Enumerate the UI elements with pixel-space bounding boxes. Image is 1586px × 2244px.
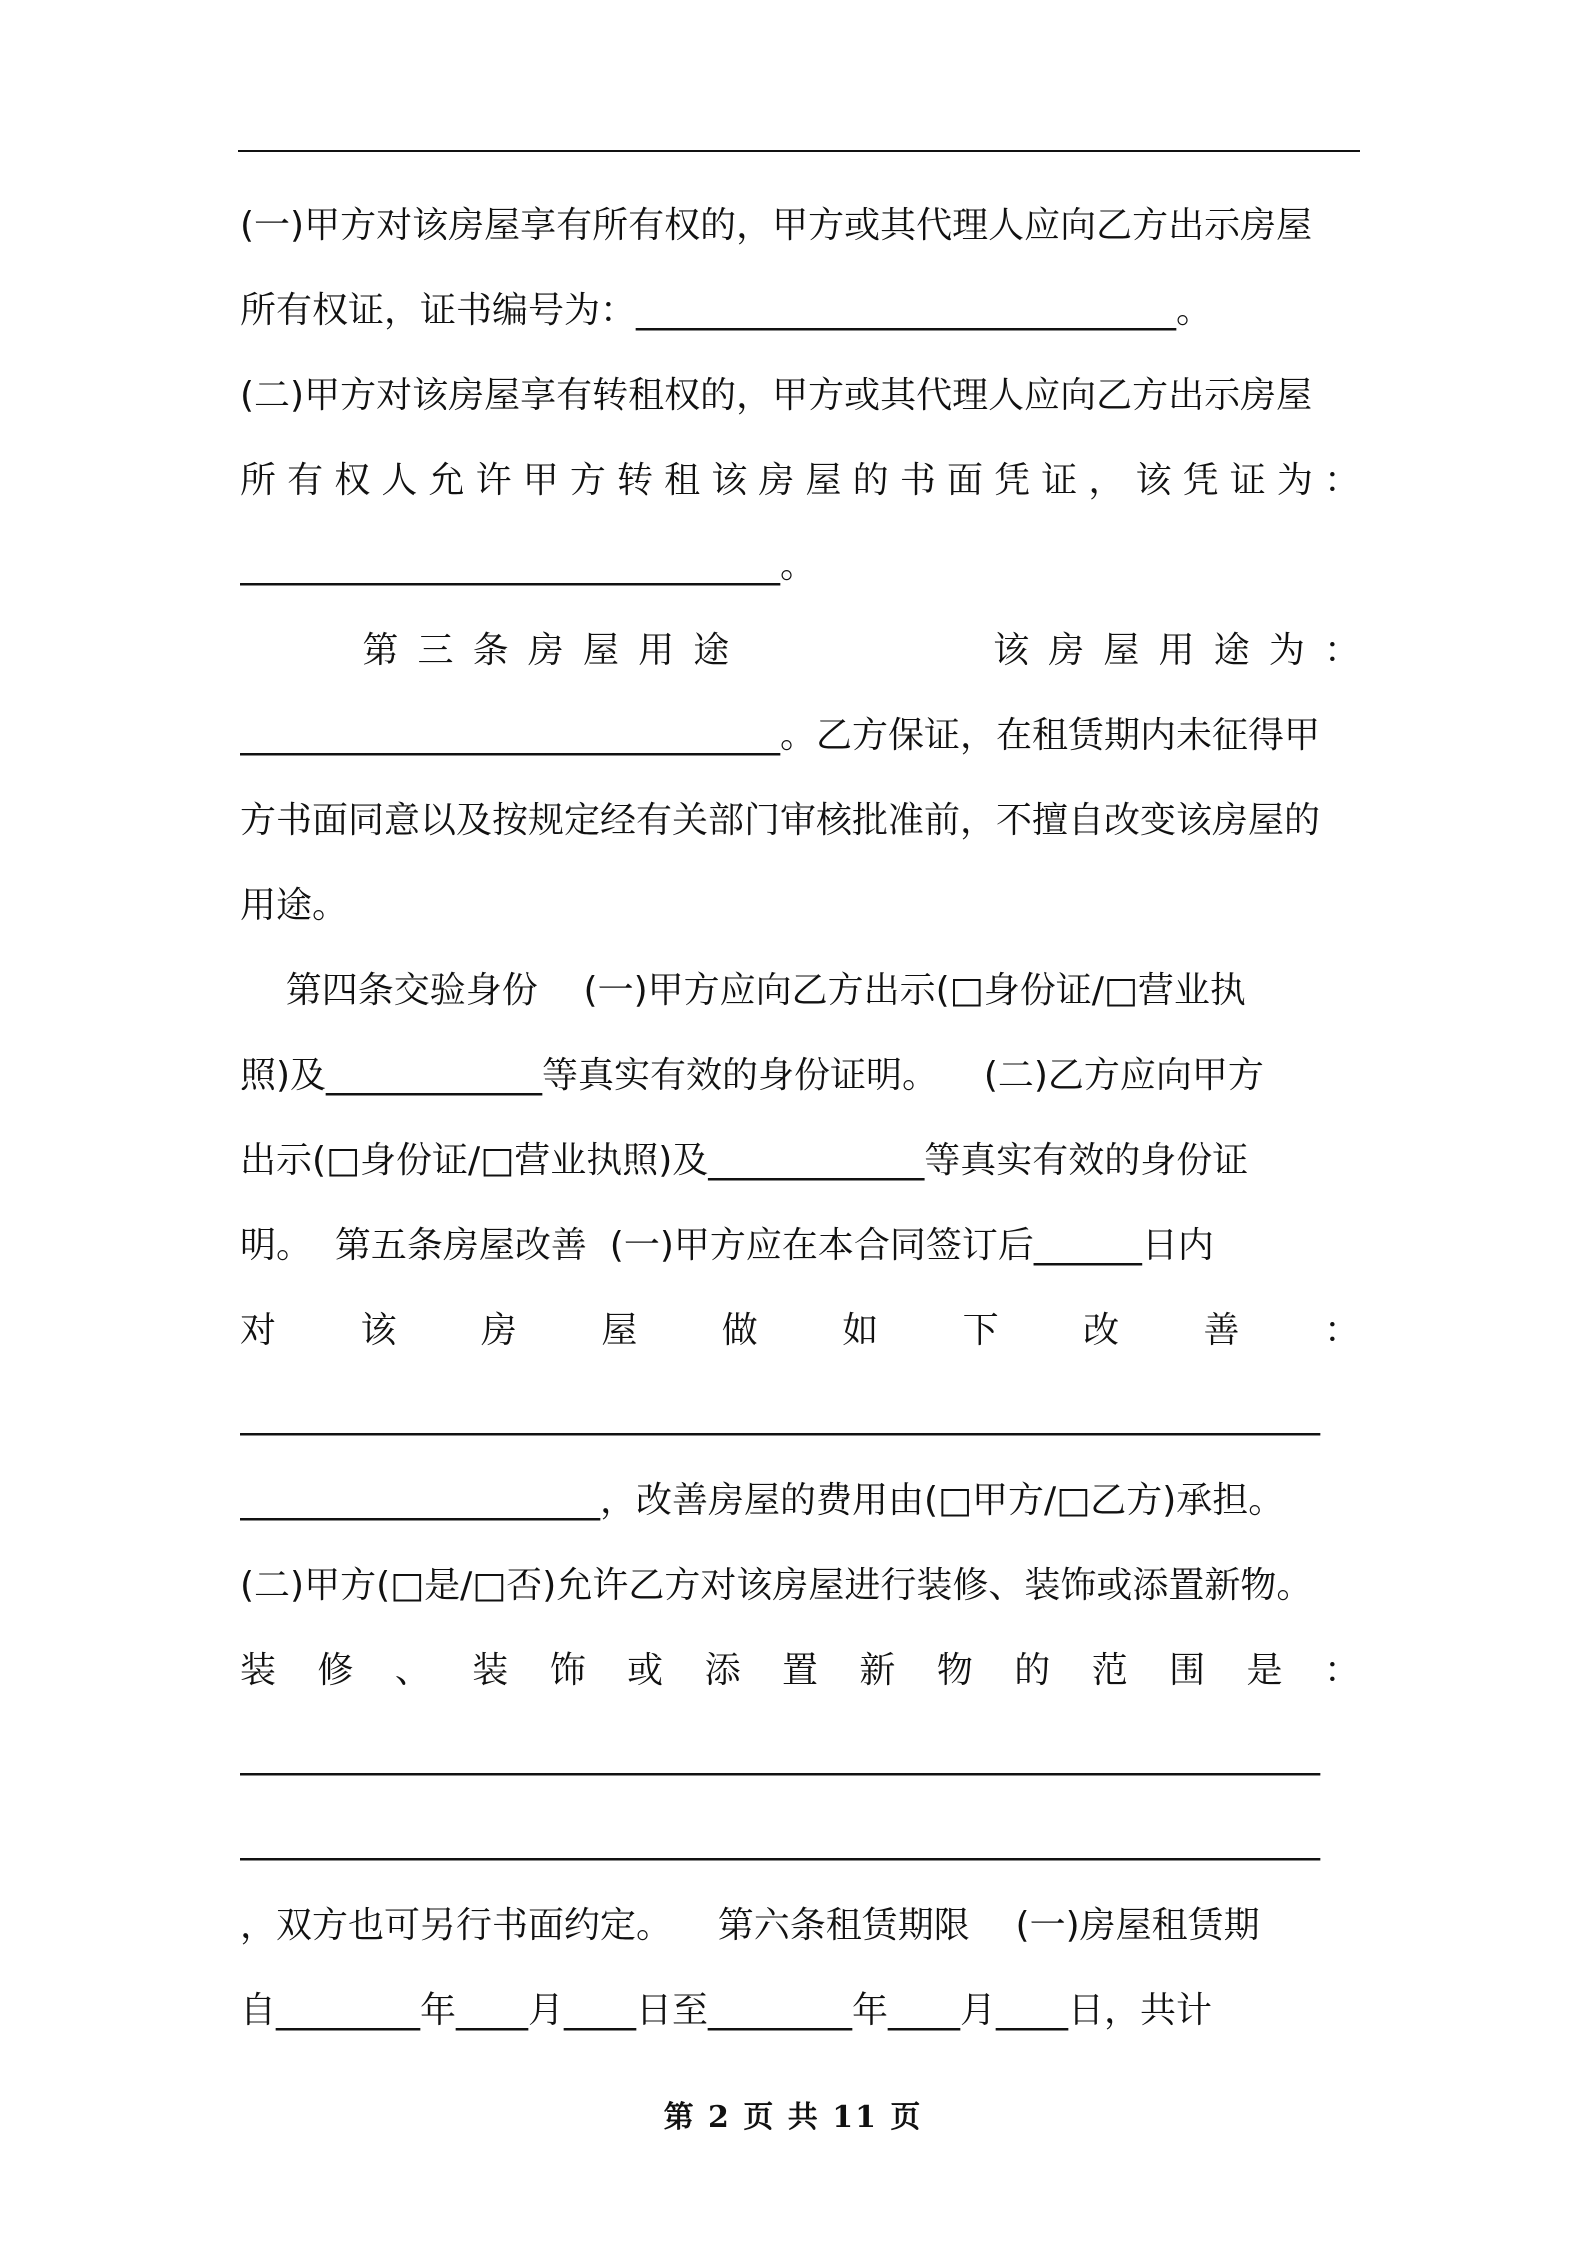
text-line-11: 照)及____________等真实有效的身份证明。 (二)乙方应向甲方 [240,1055,1264,1096]
text-line-7: ______________________________。乙方保证，在租赁期内未征得甲 [240,715,1321,756]
text-line-14: 对该房屋做如下改善： [240,1310,1360,1351]
text-line-22: 自________年____月____日至________年____月____日，共计 [240,1990,1213,2031]
text-line-5: ______________________________。 [240,545,816,586]
header-rule [238,150,1360,152]
text-line-8: 方书面同意以及按规定经有关部门审核批准前，不擅自改变该房屋的 [240,800,1321,841]
text-line-16: ____________________，改善房屋的费用由(□甲方/□乙方)承担。 [240,1480,1285,1521]
article-6-heading-line: ，双方也可另行书面约定。 第六条租赁期限 (一)房屋租赁期 [240,1905,1260,1946]
text-line-2: 所有权证，证书编号为：______________________________。 [240,290,1213,331]
blank-line-1: ____________________________________________________________ [240,1395,1320,1436]
blank-line-2: ____________________________________________________________ [240,1735,1320,1776]
article-4-heading-line: 第四条交验身份 (一)甲方应向乙方出示(□身份证/□营业执 [240,970,1246,1011]
article-5-heading-line: 明。 第五条房屋改善 (一)甲方应在本合同签订后______日内 [240,1225,1214,1266]
blank-line-3: ____________________________________________________________ [240,1820,1320,1861]
text-line-3: (二)甲方对该房屋享有转租权的，甲方或其代理人应向乙方出示房屋 [240,375,1313,416]
text-line-1: (一)甲方对该房屋享有所有权的，甲方或其代理人应向乙方出示房屋 [240,205,1313,246]
text-line-12: 出示(□身份证/□营业执照)及____________等真实有效的身份证 [240,1140,1249,1181]
text-line-4: 所有权人允许甲方转租该房屋的书面凭证，该凭证为： [240,460,1360,501]
text-line-9: 用途。 [240,885,349,926]
page-number-footer: 第 2 页 共 11 页 [663,2100,923,2135]
text-line-17: (二)甲方(□是/□否)允许乙方对该房屋进行装修、装饰或添置新物。 [240,1565,1313,1606]
text-line-18: 装修、装饰或添置新物的范围是： [240,1650,1360,1691]
article-3-heading-line: 第三条房屋用途 该房屋用途为： [240,630,1360,671]
